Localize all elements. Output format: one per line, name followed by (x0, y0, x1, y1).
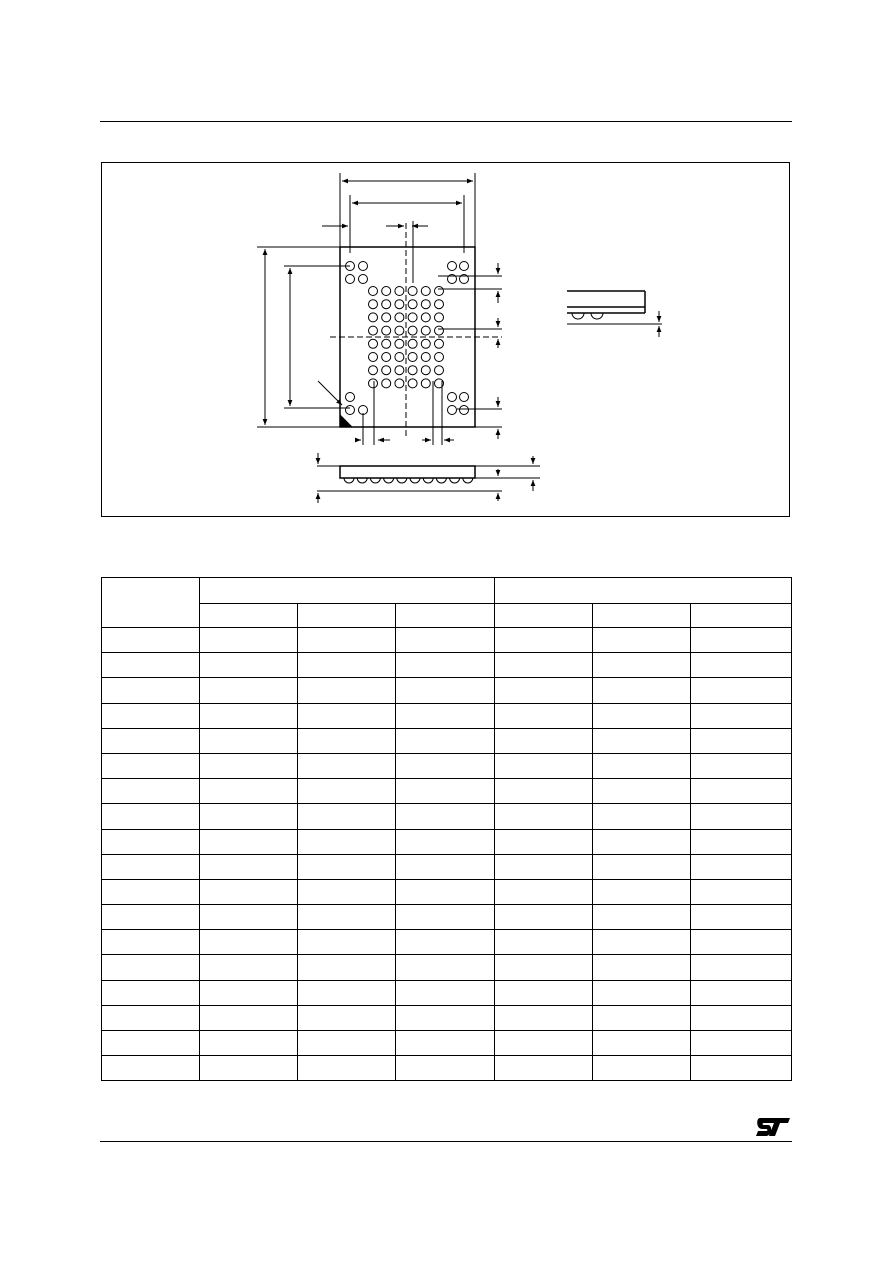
solder-ball (408, 313, 417, 322)
table-cell (102, 955, 200, 980)
table-cell (691, 1005, 792, 1030)
table-row (102, 1056, 792, 1081)
solder-ball (421, 366, 430, 375)
table-cell (593, 854, 691, 879)
table-cell (691, 879, 792, 904)
solder-ball (460, 406, 469, 415)
table-cell (102, 678, 200, 703)
solder-ball (359, 262, 368, 271)
table-cell (396, 980, 495, 1005)
table-row (102, 980, 792, 1005)
table-cell (298, 678, 396, 703)
table-cell (691, 955, 792, 980)
solder-ball (395, 326, 404, 335)
solder-ball (408, 300, 417, 309)
table-cell (298, 955, 396, 980)
table-cell (102, 703, 200, 728)
table-row (102, 905, 792, 930)
solder-ball (369, 379, 378, 388)
table-cell (298, 854, 396, 879)
table-cell (298, 980, 396, 1005)
solder-ball (382, 366, 391, 375)
table-cell (200, 879, 298, 904)
table-cell (593, 930, 691, 955)
solder-ball (408, 326, 417, 335)
table-cell (298, 1005, 396, 1030)
solder-ball (369, 353, 378, 362)
solder-ball (435, 366, 444, 375)
dimensions-table-body (102, 628, 792, 1081)
table-row (102, 728, 792, 753)
solder-ball (369, 313, 378, 322)
table-cell (593, 1056, 691, 1081)
table-cell (200, 728, 298, 753)
table-cell (200, 628, 298, 653)
table-cell (200, 930, 298, 955)
table-cell (691, 804, 792, 829)
table-cell (102, 854, 200, 879)
solder-ball (369, 287, 378, 296)
table-cell (396, 955, 495, 980)
table-cell (593, 1005, 691, 1030)
table-cell (396, 879, 495, 904)
solder-ball (435, 300, 444, 309)
symbol-header-cell (102, 578, 200, 628)
solder-ball (382, 339, 391, 348)
table-cell (495, 905, 593, 930)
table-cell (200, 753, 298, 778)
table-cell (102, 628, 200, 653)
table-cell (200, 829, 298, 854)
table-row (102, 854, 792, 879)
footer-rule (100, 1141, 792, 1142)
table-row (102, 930, 792, 955)
dimensions-table (101, 577, 792, 1081)
table-cell (102, 779, 200, 804)
solder-ball (408, 353, 417, 362)
table-cell (298, 804, 396, 829)
table-cell (495, 678, 593, 703)
table-cell (495, 804, 593, 829)
solder-ball (408, 366, 417, 375)
table-cell (200, 980, 298, 1005)
table-cell (495, 653, 593, 678)
subheader-cell (593, 604, 691, 628)
solder-ball (369, 339, 378, 348)
solder-ball (382, 379, 391, 388)
table-row (102, 829, 792, 854)
solder-ball (435, 326, 444, 335)
group-header-cell (200, 578, 495, 604)
solder-ball (435, 313, 444, 322)
table-cell (495, 628, 593, 653)
table-row (102, 1005, 792, 1030)
solder-ball (395, 287, 404, 296)
solder-ball (460, 393, 469, 402)
st-logo-icon (754, 1116, 792, 1138)
table-cell (593, 728, 691, 753)
table-cell (495, 854, 593, 879)
table-row (102, 804, 792, 829)
solder-ball (346, 406, 355, 415)
table-cell (691, 703, 792, 728)
subheader-cell (200, 604, 298, 628)
table-cell (102, 1056, 200, 1081)
table-cell (200, 1056, 298, 1081)
solder-ball (435, 287, 444, 296)
table-cell (691, 678, 792, 703)
solder-ball (382, 353, 391, 362)
solder-ball (395, 366, 404, 375)
table-row (102, 678, 792, 703)
table-row (102, 628, 792, 653)
solder-ball (382, 287, 391, 296)
table-cell (200, 703, 298, 728)
solder-ball (448, 406, 457, 415)
group-header-cell (495, 578, 792, 604)
table-cell (298, 779, 396, 804)
header-rule (100, 121, 792, 122)
table-cell (691, 1056, 792, 1081)
table-cell (102, 879, 200, 904)
solder-ball (448, 262, 457, 271)
table-cell (102, 1005, 200, 1030)
solder-ball (395, 313, 404, 322)
table-cell (593, 753, 691, 778)
table-cell (593, 653, 691, 678)
table-cell (102, 930, 200, 955)
table-row (102, 753, 792, 778)
solder-ball (435, 339, 444, 348)
table-cell (593, 829, 691, 854)
solder-ball (421, 353, 430, 362)
table-cell (396, 653, 495, 678)
table-row (102, 653, 792, 678)
table-cell (593, 628, 691, 653)
table-cell (396, 728, 495, 753)
table-cell (691, 930, 792, 955)
solder-ball (395, 300, 404, 309)
table-cell (102, 728, 200, 753)
package-side-view (340, 466, 475, 478)
table-cell (691, 905, 792, 930)
table-cell (593, 1031, 691, 1056)
package-outline-drawing (101, 162, 790, 517)
table-cell (396, 1031, 495, 1056)
table-cell (200, 854, 298, 879)
table-cell (495, 1056, 593, 1081)
table-cell (396, 854, 495, 879)
table-cell (298, 930, 396, 955)
table-cell (691, 829, 792, 854)
solder-ball (421, 379, 430, 388)
subheader-cell (396, 604, 495, 628)
solder-ball (382, 300, 391, 309)
solder-ball (448, 393, 457, 402)
table-cell (495, 703, 593, 728)
table-cell (691, 628, 792, 653)
solder-ball (382, 326, 391, 335)
table-cell (200, 804, 298, 829)
table-cell (102, 653, 200, 678)
table-row (102, 1031, 792, 1056)
table-cell (691, 753, 792, 778)
solder-ball (421, 287, 430, 296)
table-cell (200, 653, 298, 678)
table-cell (396, 703, 495, 728)
table-cell (495, 930, 593, 955)
table-cell (396, 1005, 495, 1030)
table-cell (396, 628, 495, 653)
table-cell (593, 955, 691, 980)
table-cell (593, 879, 691, 904)
table-cell (495, 980, 593, 1005)
table-cell (691, 779, 792, 804)
table-row (102, 955, 792, 980)
table-cell (102, 980, 200, 1005)
table-cell (102, 804, 200, 829)
table-cell (102, 1031, 200, 1056)
table-cell (298, 728, 396, 753)
table-cell (495, 955, 593, 980)
subheader-cell (298, 604, 396, 628)
solder-ball (369, 326, 378, 335)
solder-ball (369, 300, 378, 309)
table-cell (396, 753, 495, 778)
table-cell (691, 854, 792, 879)
table-cell (495, 1005, 593, 1030)
table-cell (298, 628, 396, 653)
table-cell (200, 1005, 298, 1030)
table-cell (396, 1056, 495, 1081)
solder-ball (421, 313, 430, 322)
table-header-row (102, 578, 792, 604)
package-drawing-svg (102, 163, 791, 518)
table-cell (298, 1056, 396, 1081)
subheader-cell (691, 604, 792, 628)
table-cell (593, 980, 691, 1005)
solder-ball (408, 379, 417, 388)
table-cell (298, 905, 396, 930)
table-cell (593, 804, 691, 829)
table-cell (593, 703, 691, 728)
table-cell (495, 879, 593, 904)
table-cell (495, 728, 593, 753)
table-cell (200, 905, 298, 930)
table-cell (298, 829, 396, 854)
solder-ball (395, 339, 404, 348)
table-cell (396, 678, 495, 703)
table-cell (396, 779, 495, 804)
solder-ball (421, 326, 430, 335)
solder-ball (395, 353, 404, 362)
table-cell (200, 678, 298, 703)
table-cell (298, 653, 396, 678)
table-cell (691, 653, 792, 678)
solder-ball (346, 393, 355, 402)
table-cell (593, 779, 691, 804)
table-cell (298, 879, 396, 904)
table-cell (593, 905, 691, 930)
table-cell (396, 905, 495, 930)
solder-ball (359, 275, 368, 284)
table-cell (102, 753, 200, 778)
table-cell (495, 753, 593, 778)
table-cell (396, 829, 495, 854)
table-cell (102, 829, 200, 854)
table-cell (495, 829, 593, 854)
table-cell (396, 804, 495, 829)
table-cell (200, 1031, 298, 1056)
solder-ball (408, 339, 417, 348)
table-cell (691, 728, 792, 753)
table-subheader-row (102, 604, 792, 628)
table-cell (691, 980, 792, 1005)
pin1-marker (340, 415, 352, 427)
solder-ball (395, 379, 404, 388)
table-cell (298, 1031, 396, 1056)
table-cell (495, 1031, 593, 1056)
table-cell (593, 678, 691, 703)
solder-ball (421, 300, 430, 309)
solder-ball (421, 339, 430, 348)
solder-ball (435, 353, 444, 362)
ball-grid (346, 262, 469, 415)
table-cell (200, 779, 298, 804)
table-row (102, 779, 792, 804)
table-cell (298, 753, 396, 778)
table-row (102, 879, 792, 904)
solder-ball (346, 275, 355, 284)
subheader-cell (495, 604, 593, 628)
solder-ball (460, 262, 469, 271)
table-cell (396, 930, 495, 955)
solder-ball (408, 287, 417, 296)
table-cell (298, 703, 396, 728)
solder-ball (369, 366, 378, 375)
table-cell (495, 779, 593, 804)
table-cell (200, 955, 298, 980)
table-cell (691, 1031, 792, 1056)
table-row (102, 703, 792, 728)
table-cell (102, 905, 200, 930)
solder-ball (382, 313, 391, 322)
